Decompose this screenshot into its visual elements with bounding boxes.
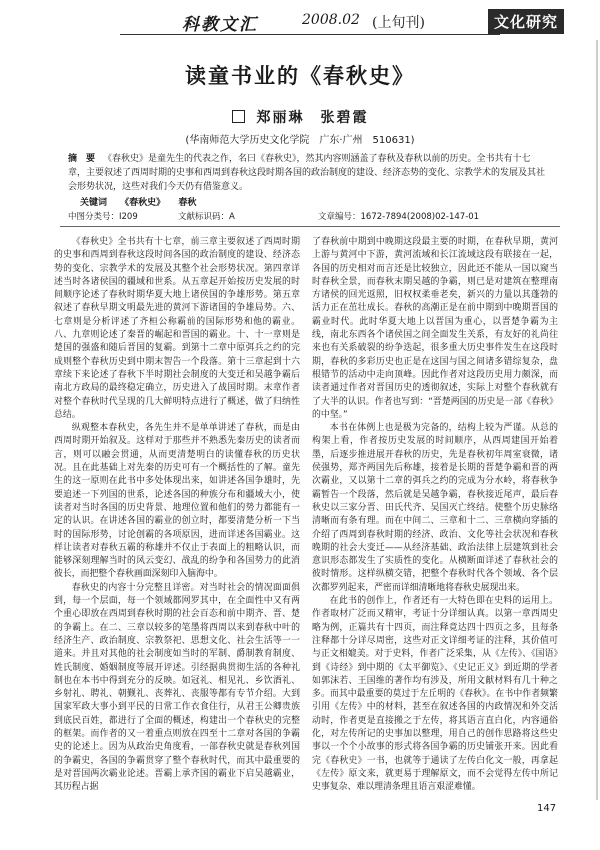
body-paragraph: 本书在体例上也是极为完备的，结构上较为严谨。从总的构架上看，作者按历史发展的时间顺序，从西周建国开始着墨，后逐步推进展开春秋的历史，先是春秋初年周室衰微，诸侯强势，郑齐两国先后称雄，接着是长期的晋楚争霸和晋的两次霸业，又以第十二章的弭兵之约的完成为分水岭，将春秋争霸暂告一个段落，然后就是吴越争霸，春秋接近尾声，最后春秋史以三家分晋、田氏代齐、吴国灭亡终结。使整个历史脉络清晰而有条有理。而在中间二、三章和十二、三章横向穿插的介绍了西周到春秋时期的经济、政治、文化等社会状况和春秋晚期的社会大变迁——从经济基础、政治法律上层建筑到社会意识形态都发生了实质性的变化。从横断面详述了春秋社会的彼时情形。这样纵横交错，把整个春秋时代各个领域、各个层次都罗列起来，严密而详细清晰地将春秋史展现出来。 [312, 423, 558, 593]
article-number: 文章编号：1672-7894(2008)02-147-01 [318, 212, 480, 222]
journal-name: 科教文汇 [182, 15, 258, 35]
clc-number: 中图分类号：I209 [68, 212, 138, 222]
left-column [54, 236, 300, 794]
body-paragraph: 《春秋史》全书共有十七章，前三章主要叙述了西周时期的史事和西周到春秋这段时间各国的政治制度的建设、经济态势的变化、宗教学术的发展及其整个社会形势状况。第四章详述当时各诸侯国的疆域和世系。从五章起开始按历史发展的时间顺序论述了春秋时期华夏大地上诸侯国的争雄形势。第五章叙述了春秋早期文明最先进的黄河下游诸国的争雄局势。六、七章则是分析评述了齐桓公称霸前的国际形势和他的霸业。八、九章则论述了秦晋的崛起和晋国的霸业。十、十一章则是楚国的强盛和随后晋国的复霸。到第十二章中原弭兵之约的完成则整个春秋历史到中期末智告一个段落。第十三章起到十六章续下来论述了春秋下半时期社会制度的大变迁和吴越争霸后南北方政局的最终稳定确立，历史进入了战国时期。末章作者对整个春秋时代呈现的几大鲜明特点进行了概述，做了归纳性总结。 [54, 237, 300, 420]
keyword-item: 《春秋史》 [120, 198, 166, 208]
body-paragraph: 在此书的创作上，作者还有一大特色即在史料的运用上。作者取材广泛而又精审，考证十分详细认真。以第一章西周史略为例，正篇共有十四页，而注释竟达四十四页之多，且每条注释都十分详尽周密，这些对正文详细考证的注释，其价值可与正文相媲美。对于史料，作者广泛采集，从《左传》、《国语》到《诗经》到中期的《太平御览》、《史记正义》到近期的学者如郭沫若、王国维的著作均有涉及，所用文献材料有几十种之多。而其中最重要的莫过于左丘明的《春秋》。在书中作者频繁引用《左传》中的材料，甚至在叙述各国的内政情况和外交活动时，作者更是直接搬之于左传，将其语言直白化，内容通俗化，对左传所记的史事加以整理，用自己的创作思路将这些史事以一个个小故事的形式将各国争霸的历史铺张开来。因此看完《春秋史》一书，也就等于通读了左传白化文一般，再拿起《左传》原文来，就更易于理解原文，而不会觉得左传中所记史事复杂、难以理清条理且语言艰涩难懂。 [312, 596, 558, 793]
journal-header [0, 0, 600, 38]
page-edge [596, 40, 598, 800]
author-names: 郑丽琳 张碧霞 [256, 110, 369, 126]
abstract-label: 摘 要 [68, 154, 96, 164]
meta-divider [60, 226, 560, 227]
section-tag: 文化研究 [488, 9, 564, 34]
article-title: 读童书业的《春秋史》 [185, 63, 415, 88]
body-paragraph: 春秋史的内容十分完整且详密。对当时社会的情况面面俱到，每一个层面，每一个领域都网罗其中，在全面性中又有两个重心即放在西周到春秋时期的社会百态和前中期齐、晋、楚的争霸上。在二、三章以较多的笔墨将西周以来到春秋中叶的经济生产、政治制度、宗教祭祀、思想文化、社会生活等一一道来。并且对其他的社会制度如当时的军制、爵制教育制度、姓氏制度、婚姻制度等展开评述。引经据典贯彻生活的各种礼制也在本书中得到充分的反映。如冠礼、相见礼、乡饮酒礼、乡射礼、聘礼、朝觐礼、丧葬礼、丧服等都有专节介绍。大到国家军政大事小到平民的日常工作衣食住行，从君王公卿贵族到底民百姓，都进行了全面的概述，构建出一个春秋史的完整的框架。而作者的又一着重点则放在四至十二章对各国的争霸史的论述上。因为从政治史角度看，一部春秋史就是春秋列国的争霸史，各国的争霸贯穿了整个春秋时代，而其中最重要的是对晋国两次霸业论述。晋霸上承齐国的霸业下启吴越霸业，其历程占据 [54, 582, 300, 793]
keywords-label: 关键词 [80, 198, 108, 208]
keyword-item: 春秋 [178, 198, 197, 208]
body-paragraph: 纵观整本春秋史，各先生并不是单单讲述了春秋，而是由西周时期开始叙及。这样对于那些并不熟悉先秦历史的读者而言，则可以融会贯通，从而更清楚明白的读懂春秋的历史状况。且在此基础上对先秦的历史可有一个概括性的了解。童先生的这一原则在此书中多处体现出来，如讲述各国争雄时，先要追述一下列国的世系，论述各国的种族分布和疆域大小，使读者对当时各国的历史背景、地理位置和他们的势力都能有一定的认识。在讲述各国的霸业的创立时，都要清楚分析一下当时的国际形势，讨论创霸的各项原因，进而详述各国霸业。这样让读者对春秋五霸的称雄并不仅止于表面上的粗略认识，而能够深刻理解当时的风云变幻、战乱的纷争和各国势力的此消彼长，而把整个春秋画面深刻印入脑海中。 [54, 423, 300, 580]
author-line [0, 107, 600, 127]
abstract-text: 《春秋史》是童先生的代表之作，名曰《春秋史》，然其内容则涵盖了春秋及春秋以前的历史。全书共有十七章，主要叙述了西周时期的史事和西周到春秋这段时期各国的政治制度的建设、经济态势的变化、宗教学术的发展及其社会形势状况，这些对我们今天仍有借鉴意义。 [68, 154, 546, 192]
author-box-icon [232, 110, 245, 123]
header-rule [120, 34, 500, 35]
keywords [80, 195, 206, 208]
body-paragraph: 了春秋前中期到中晚期这段最主要的时期，在春秋早期，黄河上游与黄河中下游，黄河流域和长江流域这段有联接在一起，各国的历史相对而言还是比较独立，因此还不能从一国以窥当时春秋全景，而春秋末期吴越的争霸，则已是对建筑在整理南方诸侯的回光返照，旧权权柔垂老矣，新兴的力量以其蓬勃的活力正在茁壮成长。春秋的高潮正是在前中期到中晚期晋国的霸业时代。此时华夏大地上以晋国为重心，以晋楚争霸为主线，南北东西各个诸侯国之间全面发生关系，有友好的礼尚往来也有关系破裂的纷争迭起，很多重大历史事件发生在这段时期，春秋的多彩历史也正是在这国与国之间诸多错综复杂，盘根错节的活动中走向顶峰。因此作者对这段历史用力颇深，而读者通过作者对晋国历史的透彻叙述，实际上对整个春秋就有了大半的认识。作者也写到：“晋楚两国的历史是一部《春秋》的中坚。” [312, 237, 558, 420]
issue-period: (上旬刊) [372, 15, 425, 31]
issue-date: 2008.02 [302, 12, 360, 28]
right-column [312, 236, 558, 794]
affiliation: (华南师范大学历史文化学院 广东·广州 510631) [185, 135, 415, 146]
abstract [68, 152, 548, 194]
document-code: 文献标识码：A [178, 212, 235, 222]
page-number: 147 [537, 803, 557, 814]
